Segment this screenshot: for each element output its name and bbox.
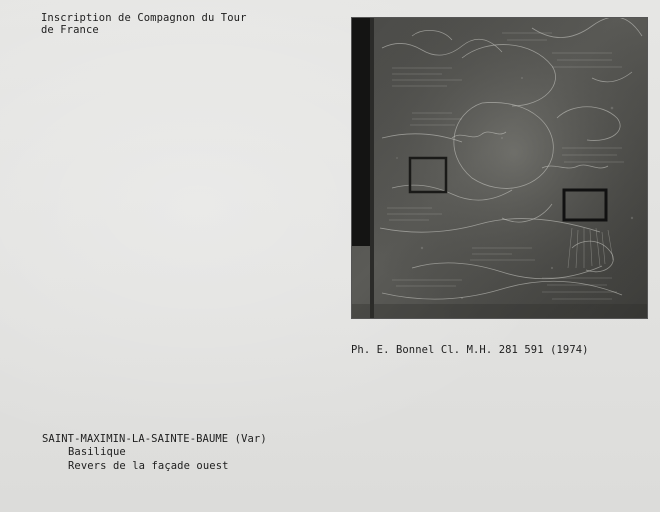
location-detail: Revers de la façade ouest <box>68 460 229 472</box>
inscription-photograph <box>352 18 647 318</box>
location-building: Basilique <box>68 446 126 458</box>
graffiti-wall-image <box>352 18 647 318</box>
caption-line-2: de France <box>41 24 99 36</box>
caption-line-1: Inscription de Compagnon du Tour <box>41 12 247 24</box>
photo-credit: Ph. E. Bonnel Cl. M.H. 281 591 (1974) <box>351 344 589 356</box>
location-place: SAINT-MAXIMIN-LA-SAINTE-BAUME (Var) <box>42 433 267 445</box>
